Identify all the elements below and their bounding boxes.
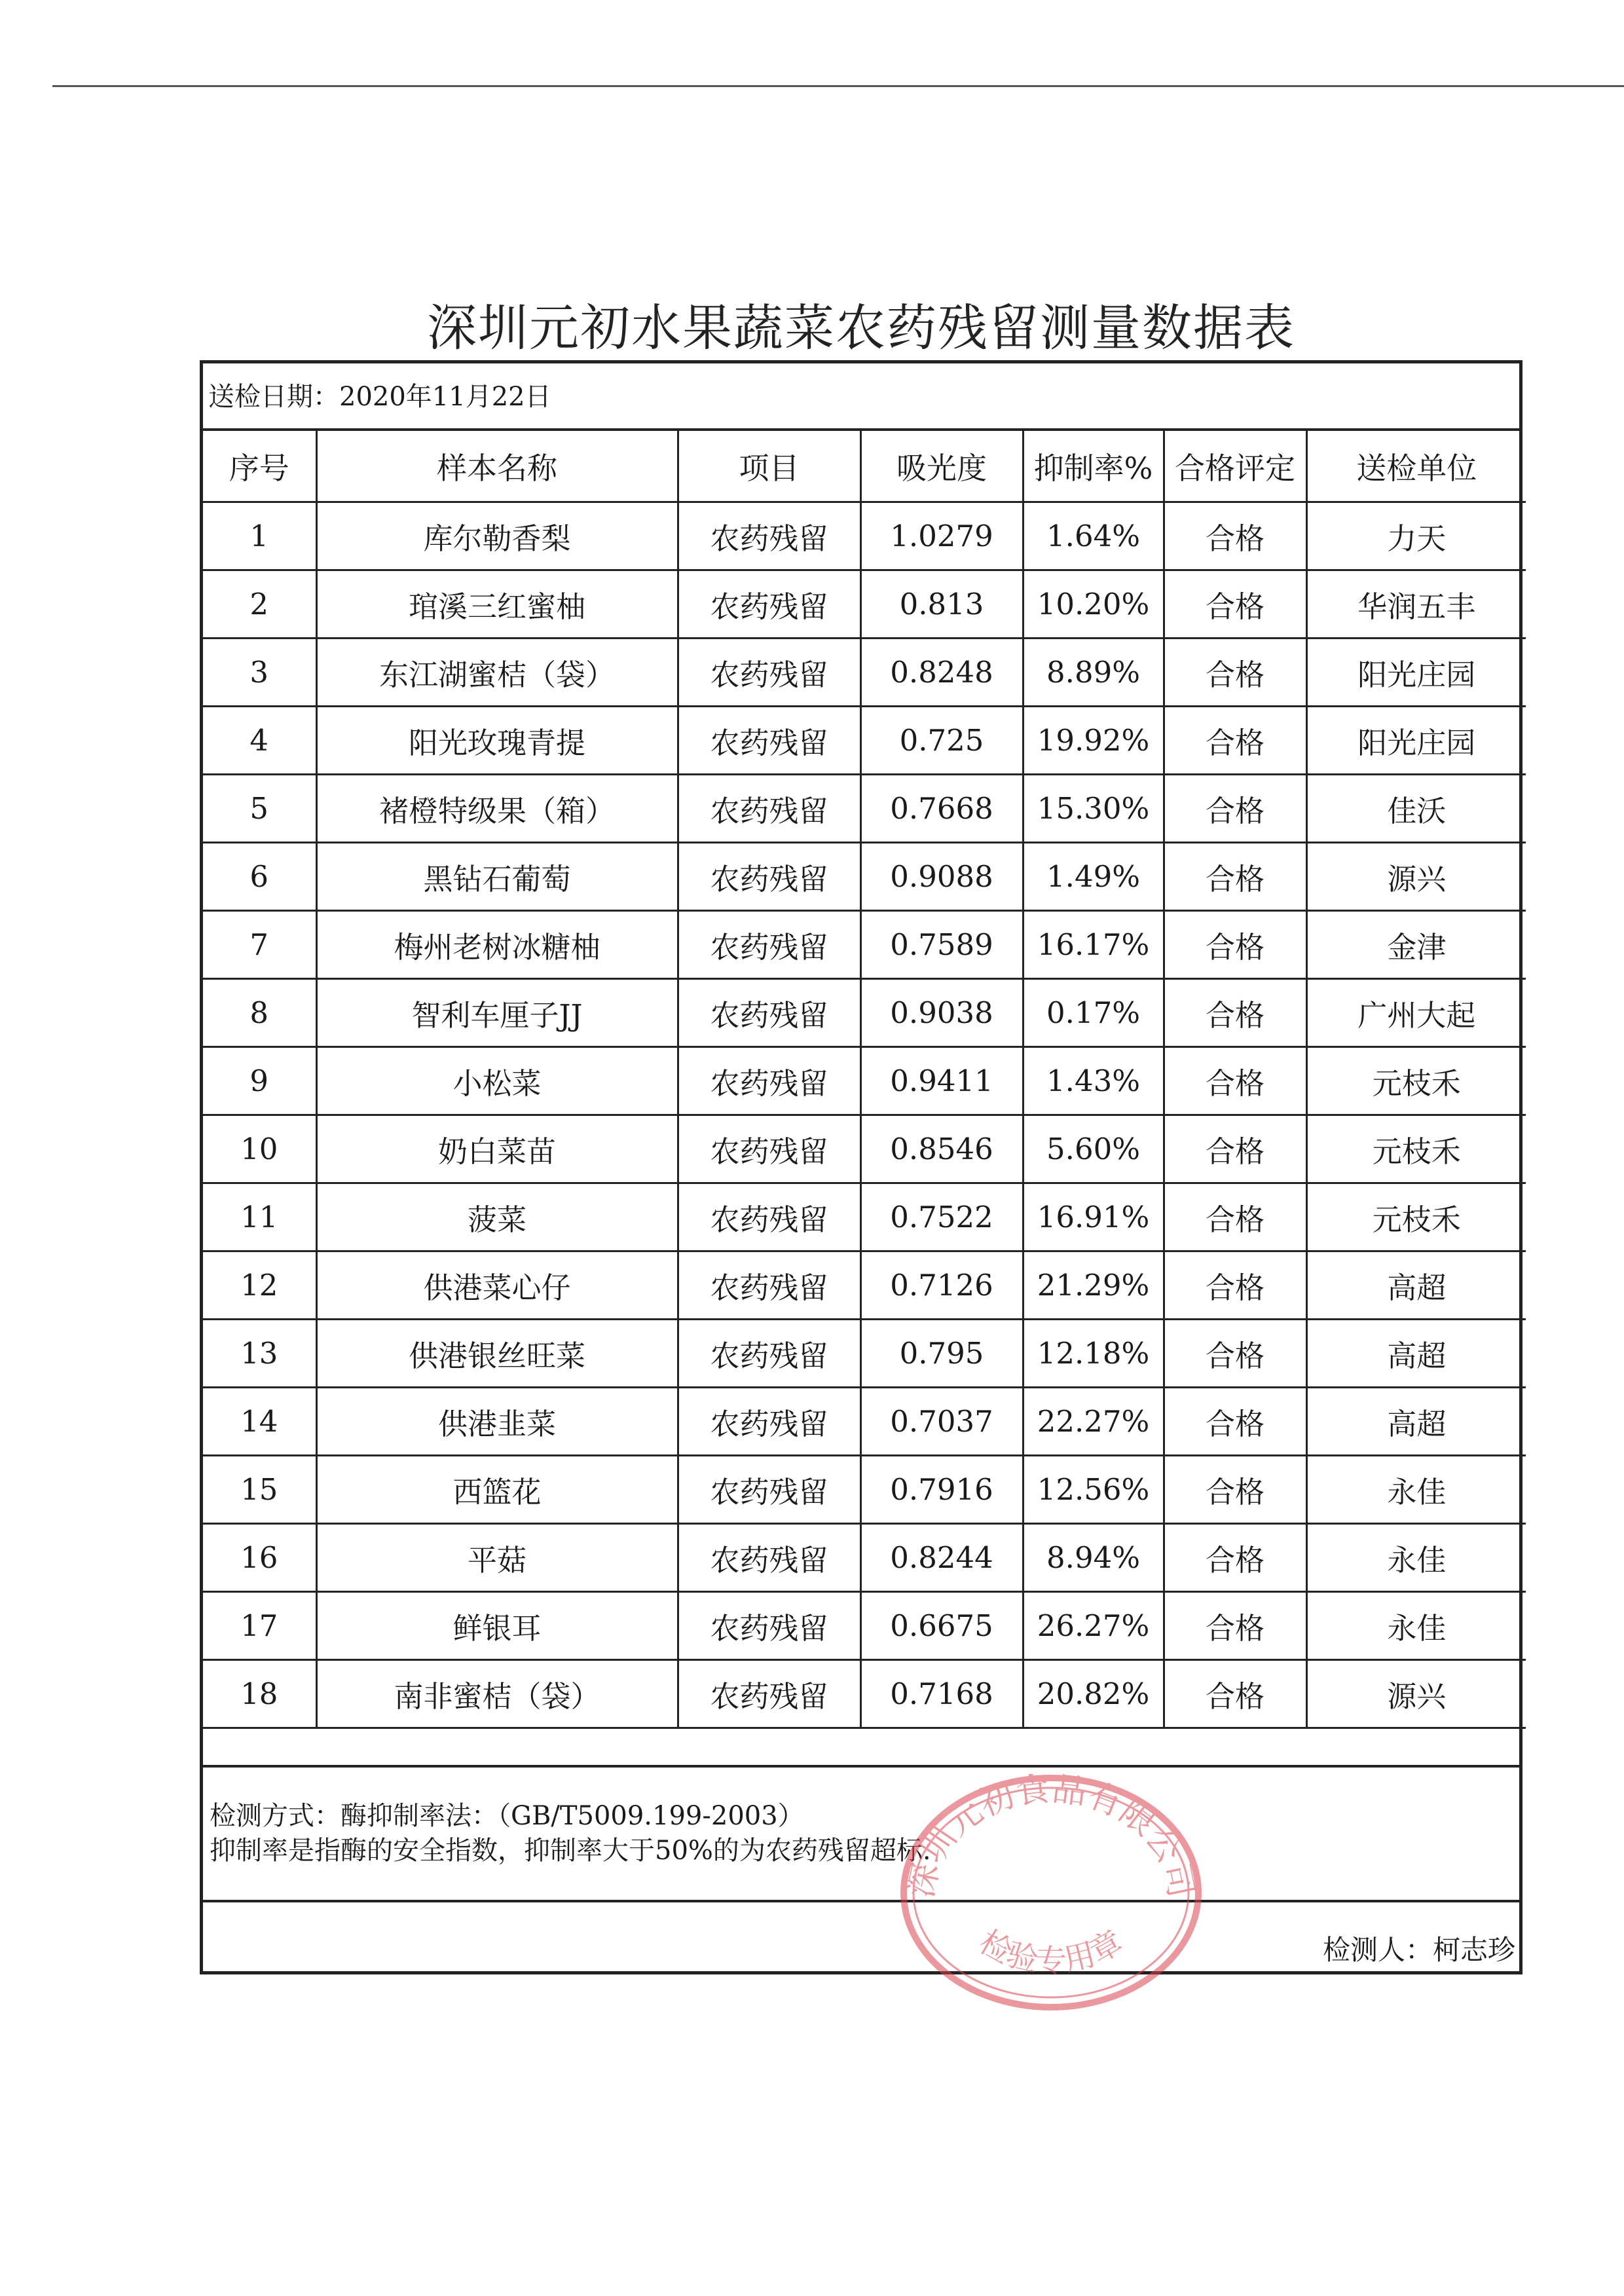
table-cell: 南非蜜桔（袋） [316,1660,678,1728]
table-cell: 合格 [1164,1183,1306,1251]
table-cell: 琯溪三红蜜柚 [316,570,678,639]
table-cell: 合格 [1164,1251,1306,1320]
table-cell: 15 [203,1456,316,1524]
table-cell: 3 [203,639,316,707]
table-cell: 0.7037 [860,1388,1023,1456]
table-cell: 农药残留 [678,843,860,911]
table-row [203,502,1526,570]
table-cell: 永佳 [1306,1592,1526,1660]
table-cell: 12.18% [1023,1320,1164,1388]
table-cell: 农药残留 [678,775,860,843]
table-cell: 15.30% [1023,775,1164,843]
table-cell: 鲜银耳 [316,1592,678,1660]
table-cell: 梅州老树冰糖柚 [316,911,678,979]
table-cell: 农药残留 [678,979,860,1047]
table-row [203,911,1526,979]
table-cell: 7 [203,911,316,979]
table-row [203,1047,1526,1115]
table-cell: 农药残留 [678,1388,860,1456]
table-cell: 东江湖蜜桔（袋） [316,639,678,707]
table-cell: 1 [203,502,316,570]
column-header: 样本名称 [316,431,678,502]
table-cell: 12.56% [1023,1456,1164,1524]
table-cell: 智利车厘子JJ [316,979,678,1047]
table-cell: 0.7916 [860,1456,1023,1524]
table-cell: 0.7522 [860,1183,1023,1251]
table-row [203,1524,1526,1592]
table-cell: 0.7668 [860,775,1023,843]
table-cell: 黑钻石葡萄 [316,843,678,911]
table-cell: 1.43% [1023,1047,1164,1115]
table-row [203,1388,1526,1456]
tester-name: 检测人：柯志珍 [1322,1934,1515,1966]
table-cell: 平菇 [316,1524,678,1592]
table-cell: 2 [203,570,316,639]
top-rule [52,85,1624,87]
table-cell: 0.8546 [860,1115,1023,1183]
table-cell: 元枝禾 [1306,1183,1526,1251]
table-cell: 0.7126 [860,1251,1023,1320]
table-cell: 0.6675 [860,1592,1023,1660]
table-row [203,1320,1526,1388]
table-cell: 22.27% [1023,1388,1164,1456]
table-cell: 高超 [1306,1251,1526,1320]
table-cell: 合格 [1164,570,1306,639]
table-cell: 17 [203,1592,316,1660]
table-cell: 小松菜 [316,1047,678,1115]
table-cell: 元枝禾 [1306,1115,1526,1183]
table-cell: 阳光玫瑰青提 [316,707,678,775]
table-row [203,1456,1526,1524]
threshold-note: 抑制率是指酶的安全指数，抑制率大于50%的为农药残留超标. [210,1836,931,1866]
table-cell: 菠菜 [316,1183,678,1251]
table-cell: 合格 [1164,707,1306,775]
svg-text:检验专用章: 检验专用章 [972,1923,1130,1980]
table-cell: 合格 [1164,911,1306,979]
table-cell: 元枝禾 [1306,1047,1526,1115]
table-row [203,775,1526,843]
table-cell: 10.20% [1023,570,1164,639]
column-header: 序号 [203,431,316,502]
table-cell: 8 [203,979,316,1047]
table-cell: 高超 [1306,1388,1526,1456]
table-cell: 10 [203,1115,316,1183]
table-cell: 合格 [1164,843,1306,911]
table-cell: 合格 [1164,979,1306,1047]
table-cell: 农药残留 [678,1320,860,1388]
table-cell: 供港菜心仔 [316,1251,678,1320]
table-cell: 4 [203,707,316,775]
table-cell: 合格 [1164,1456,1306,1524]
svg-text:深圳元初食品有限公司: 深圳元初食品有限公司 [901,1769,1201,1901]
table-cell: 12 [203,1251,316,1320]
table-cell: 农药残留 [678,639,860,707]
table-cell: 农药残留 [678,1524,860,1592]
table-cell: 农药残留 [678,570,860,639]
table-cell: 合格 [1164,1320,1306,1388]
method-note: 检测方式：酶抑制率法：（GB/T5009.199-2003） [210,1801,804,1831]
table-cell: 9 [203,1047,316,1115]
table-header-row [203,431,1526,502]
report-sheet [200,360,1522,1974]
table-row [203,707,1526,775]
table-cell: 0.9088 [860,843,1023,911]
table-cell: 8.94% [1023,1524,1164,1592]
table-cell: 农药残留 [678,911,860,979]
table-cell: 0.7589 [860,911,1023,979]
table-cell: 16.91% [1023,1183,1164,1251]
table-cell: 5.60% [1023,1115,1164,1183]
table-cell: 源兴 [1306,843,1526,911]
table-cell: 阳光庄园 [1306,707,1526,775]
table-cell: 13 [203,1320,316,1388]
table-cell: 广州大起 [1306,979,1526,1047]
table-row [203,1660,1526,1728]
table-cell: 农药残留 [678,1251,860,1320]
method-notes [203,1765,1519,1902]
column-header: 项目 [678,431,860,502]
table-cell: 农药残留 [678,1115,860,1183]
submission-date: 送检日期：2020年11月22日 [203,363,1519,431]
table-cell: 永佳 [1306,1456,1526,1524]
table-cell: 农药残留 [678,1047,860,1115]
table-cell: 0.17% [1023,979,1164,1047]
table-cell: 0.813 [860,570,1023,639]
table-cell: 1.0279 [860,502,1023,570]
table-cell: 高超 [1306,1320,1526,1388]
table-cell: 21.29% [1023,1251,1164,1320]
column-header: 合格评定 [1164,431,1306,502]
table-cell: 18 [203,1660,316,1728]
table-cell: 0.8244 [860,1524,1023,1592]
table-cell: 合格 [1164,1660,1306,1728]
table-cell: 0.725 [860,707,1023,775]
table-cell: 16.17% [1023,911,1164,979]
table-cell: 永佳 [1306,1524,1526,1592]
table-cell: 供港韭菜 [316,1388,678,1456]
table-cell: 合格 [1164,1047,1306,1115]
table-row [203,1115,1526,1183]
table-cell: 6 [203,843,316,911]
table-cell: 19.92% [1023,707,1164,775]
table-cell: 0.795 [860,1320,1023,1388]
table-cell: 26.27% [1023,1592,1164,1660]
table-cell: 华润五丰 [1306,570,1526,639]
table-cell: 农药残留 [678,1456,860,1524]
column-header: 送检单位 [1306,431,1526,502]
table-cell: 0.7168 [860,1660,1023,1728]
results-table [203,431,1526,1729]
table-row [203,843,1526,911]
table-cell: 1.64% [1023,502,1164,570]
column-header: 吸光度 [860,431,1023,502]
table-cell: 1.49% [1023,843,1164,911]
table-cell: 合格 [1164,1592,1306,1660]
table-cell: 合格 [1164,502,1306,570]
table-cell: 14 [203,1388,316,1456]
document-title: 深圳元初水果蔬菜农药残留测量数据表 [427,299,1295,357]
table-row [203,1592,1526,1660]
table-row [203,1251,1526,1320]
table-row [203,639,1526,707]
table-cell: 0.9411 [860,1047,1023,1115]
table-cell: 0.8248 [860,639,1023,707]
table-cell: 16 [203,1524,316,1592]
table-cell: 合格 [1164,1388,1306,1456]
table-row [203,1183,1526,1251]
table-cell: 农药残留 [678,1183,860,1251]
table-cell: 合格 [1164,1524,1306,1592]
table-cell: 0.9038 [860,979,1023,1047]
column-header: 抑制率% [1023,431,1164,502]
table-cell: 合格 [1164,775,1306,843]
table-cell: 20.82% [1023,1660,1164,1728]
table-cell: 农药残留 [678,502,860,570]
table-cell: 佳沃 [1306,775,1526,843]
table-cell: 11 [203,1183,316,1251]
table-cell: 力天 [1306,502,1526,570]
table-cell: 供港银丝旺菜 [316,1320,678,1388]
table-row [203,570,1526,639]
table-cell: 合格 [1164,639,1306,707]
table-cell: 奶白菜苗 [316,1115,678,1183]
table-cell: 褚橙特级果（箱） [316,775,678,843]
table-cell: 农药残留 [678,707,860,775]
table-cell: 源兴 [1306,1660,1526,1728]
table-cell: 库尔勒香梨 [316,502,678,570]
table-cell: 西篮花 [316,1456,678,1524]
table-cell: 农药残留 [678,1592,860,1660]
table-cell: 合格 [1164,1115,1306,1183]
table-cell: 5 [203,775,316,843]
table-cell: 8.89% [1023,639,1164,707]
table-cell: 金津 [1306,911,1526,979]
table-row [203,979,1526,1047]
table-cell: 阳光庄园 [1306,639,1526,707]
table-cell: 农药残留 [678,1660,860,1728]
